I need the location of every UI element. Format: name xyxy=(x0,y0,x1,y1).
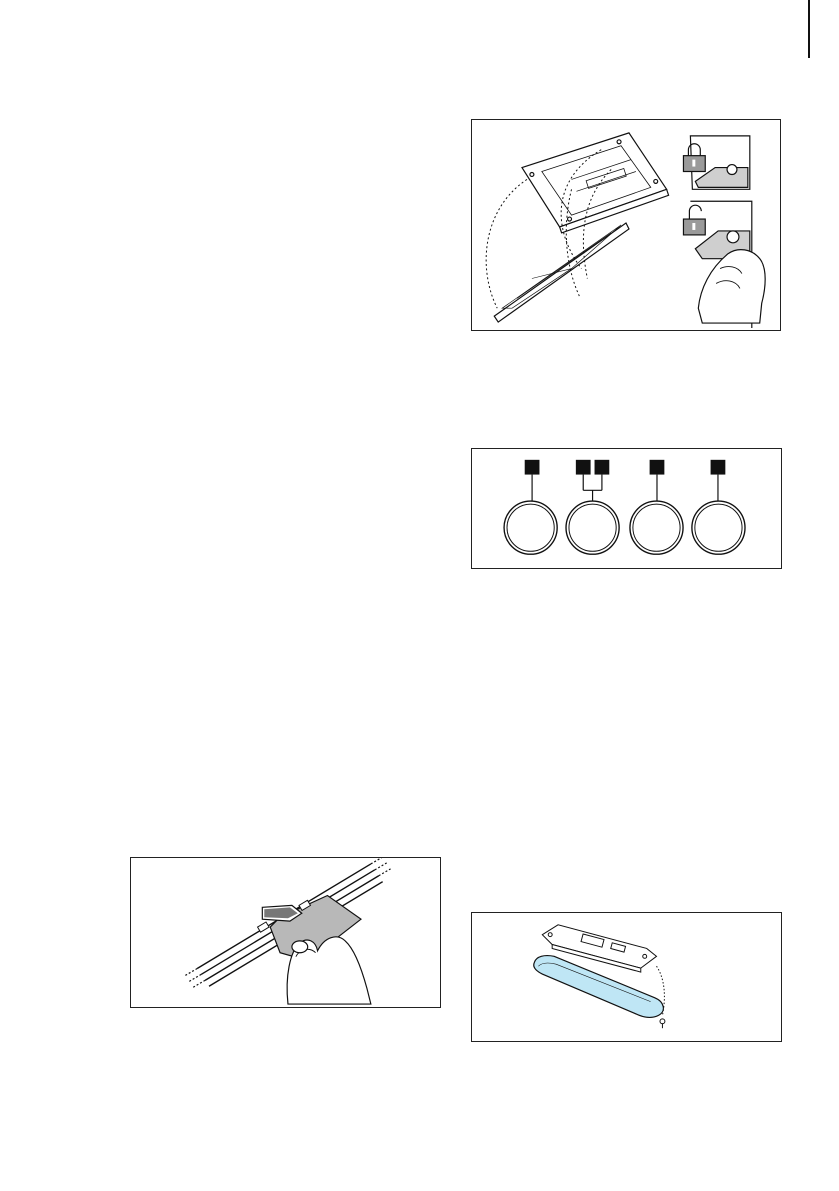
figure-lamp-cover xyxy=(471,912,782,1042)
marker-leaders xyxy=(532,475,718,503)
marker-2 xyxy=(576,460,591,475)
marker-1 xyxy=(525,460,540,475)
screw-icon xyxy=(660,1019,665,1028)
marker-3 xyxy=(595,460,610,475)
knob-3 xyxy=(630,501,683,554)
position-markers xyxy=(525,460,726,475)
lamp-cover-illustration xyxy=(472,913,781,1041)
figure-grease-filter-slide xyxy=(130,857,441,1008)
filter-panel xyxy=(494,223,629,322)
knobs xyxy=(504,501,745,554)
hood-panel xyxy=(522,133,669,233)
filter-removal-illustration xyxy=(472,120,780,330)
marker-5 xyxy=(711,460,726,475)
hand-icon xyxy=(287,937,371,1004)
padlock-locked-icon xyxy=(683,144,705,172)
knob-4 xyxy=(692,501,745,554)
knob-1 xyxy=(504,501,557,554)
grease-filter-illustration xyxy=(131,858,440,1007)
figure-filter-removal xyxy=(471,119,781,331)
hand-icon xyxy=(698,250,765,323)
marker-4 xyxy=(650,460,665,475)
page-cut-mark xyxy=(808,0,810,58)
figure-control-knobs xyxy=(471,448,782,569)
knob-2 xyxy=(566,501,619,554)
control-knobs-illustration xyxy=(472,449,781,568)
padlock-unlocked-icon xyxy=(683,205,705,235)
